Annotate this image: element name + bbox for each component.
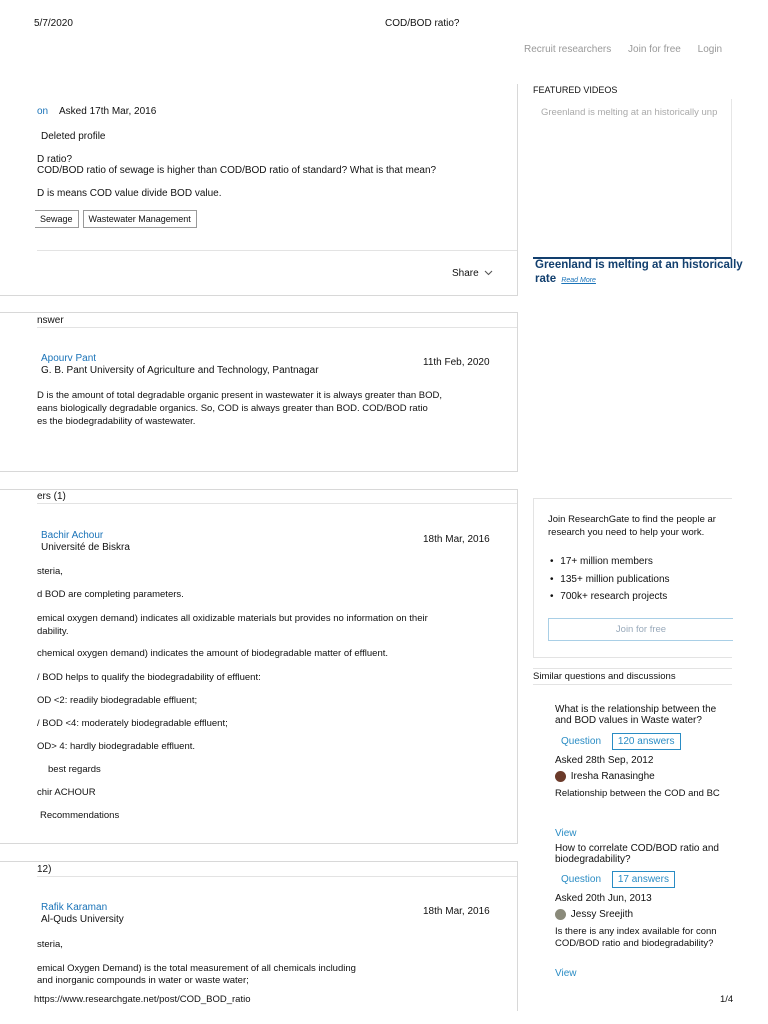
similar-title-line: and BOD values in Waste water?: [555, 715, 702, 726]
avatar: [555, 771, 566, 782]
section-heading: nswer: [37, 315, 64, 326]
featured-headline[interactable]: Greenland is melting at an historically: [535, 259, 743, 271]
answer-line: D is the amount of total degradable organic present in wastewater it is always greater than BOD,: [37, 390, 443, 401]
answers-card: [0, 489, 518, 844]
answers-count-badge[interactable]: 120 answers: [612, 733, 681, 750]
answer-author-name[interactable]: Bachir Achour: [41, 530, 104, 541]
similar-author-name: Jessy Sreejith: [570, 909, 634, 921]
answer-line: emical oxygen demand) indicates all oxidizable materials but provides no information on their: [37, 613, 428, 624]
similar-question-title[interactable]: [555, 843, 719, 865]
answers-count-badge[interactable]: 17 answers: [612, 871, 675, 888]
video-caption: Greenland is melting at an historically unp: [541, 107, 718, 118]
similar-asked-date: Asked 20th Jun, 2013: [555, 893, 652, 904]
bullet-item: • 17+ million members: [550, 556, 653, 567]
section-heading: ers (1): [37, 491, 66, 502]
answer-date: 18th Mar, 2016: [423, 534, 490, 545]
join-text: Join ResearchGate to find the people ar: [548, 514, 716, 525]
featured-headline-cont[interactable]: [535, 273, 596, 285]
popular-answer-card: [0, 312, 518, 472]
top-nav: [524, 44, 722, 55]
question-card: [0, 84, 518, 296]
answer-line: best regards: [48, 764, 101, 775]
similar-title-line: How to correlate COD/BOD ratio and: [555, 843, 719, 854]
similar-snippet: Relationship between the COD and BC: [555, 788, 720, 799]
share-button[interactable]: [452, 268, 493, 279]
answer-date: 18th Mar, 2016: [423, 906, 490, 917]
similar-question-title[interactable]: [555, 704, 716, 726]
similar-snippet: COD/BOD ratio and biodegradability?: [555, 938, 714, 949]
question-type-label: Question: [561, 736, 602, 747]
answer-line: es the biodegradability of wastewater.: [37, 416, 196, 427]
print-page-number: 1/4: [720, 994, 734, 1005]
login-link[interactable]: Login: [697, 44, 723, 55]
similar-title-line: biodegradability?: [555, 854, 631, 865]
print-date: 5/7/2020: [34, 18, 73, 29]
answer-line: steria,: [37, 566, 63, 577]
question-body-line: D is means COD value divide BOD value.: [37, 188, 222, 199]
answer-line: OD> 4: hardly biodegradable effluent.: [37, 741, 196, 752]
question-body-line: COD/BOD ratio of sewage is higher than COD/BOD ratio of standard? What is that mean?: [37, 165, 437, 176]
answer-line: / BOD <4: moderately biodegradable effluent;: [37, 718, 228, 729]
answer-line: emical Oxygen Demand) is the total measurement of all chemicals including: [37, 963, 356, 974]
tag-sewage[interactable]: Sewage: [35, 210, 79, 228]
question-title: D ratio?: [37, 154, 73, 165]
similar-author[interactable]: [555, 771, 655, 782]
view-link[interactable]: View: [555, 968, 577, 979]
answer-line: OD <2: readily biodegradable effluent;: [37, 695, 198, 706]
bullet-label: 17+ million members: [560, 556, 653, 567]
answer-author-affiliation: Université de Biskra: [41, 542, 130, 553]
answer-line: dability.: [37, 626, 69, 637]
join-for-free-link[interactable]: Join for free: [628, 44, 681, 55]
tag-wastewater-management[interactable]: Wastewater Management: [83, 210, 197, 228]
answer-line: and inorganic compounds in water or waste water;: [37, 975, 249, 986]
similar-meta: [555, 871, 675, 888]
share-label: Share: [452, 268, 479, 279]
answer-line: / BOD helps to qualify the biodegradability of effluent:: [37, 672, 261, 683]
answer-author-name[interactable]: Rafik Karaman: [41, 902, 108, 913]
similar-snippet: Is there is any index available for conn: [555, 926, 717, 937]
answer-line: eans biologically degradable organics. So, COD is always greater than BOD. COD/BOD ratio: [37, 403, 428, 414]
avatar: [555, 909, 566, 920]
recommendations-link[interactable]: Recommendations: [40, 810, 120, 821]
bullet-label: 135+ million publications: [560, 574, 670, 585]
answer-author-affiliation: Al-Quds University: [41, 914, 124, 925]
divider: [37, 327, 517, 328]
answer-author-affiliation: G. B. Pant University of Agriculture and Technology, Pantnagar: [41, 365, 319, 376]
featured-headline-word: rate: [535, 273, 557, 285]
bullet-item: • 135+ million publications: [550, 574, 670, 585]
chevron-down-icon: [484, 270, 493, 276]
join-text: research you need to help your work.: [548, 527, 705, 538]
similar-meta: [555, 733, 681, 750]
similar-asked-date: Asked 28th Sep, 2012: [555, 755, 654, 766]
question-type-label: Question: [561, 874, 602, 885]
divider: [533, 684, 732, 685]
answer-line: steria,: [37, 939, 63, 950]
print-title: COD/BOD ratio?: [385, 18, 460, 29]
answer-author-name[interactable]: Apourv Pant: [41, 353, 97, 364]
answer-date: 11th Feb, 2020: [423, 357, 490, 368]
divider: [37, 503, 517, 504]
bullet-label: 700k+ research projects: [560, 591, 668, 602]
featured-videos-heading: FEATURED VIDEOS: [533, 85, 618, 95]
similar-author-name: Iresha Ranasinghe: [570, 771, 655, 783]
divider: [533, 668, 732, 669]
join-box: [533, 498, 732, 658]
print-url: https://www.researchgate.net/post/COD_BOD_ratio: [34, 994, 251, 1005]
answer-line: chemical oxygen demand) indicates the amount of biodegradable matter of effluent.: [37, 648, 389, 659]
question-asked-date: Asked 17th Mar, 2016: [59, 106, 157, 117]
similar-title-line: What is the relationship between the: [555, 704, 717, 715]
divider: [37, 250, 517, 251]
view-link[interactable]: View: [555, 828, 577, 839]
divider: [37, 876, 517, 877]
similar-heading: Similar questions and discussions: [533, 671, 676, 682]
answer-line: d BOD are completing parameters.: [37, 589, 184, 600]
bullet-item: • 700k+ research projects: [550, 591, 668, 602]
recruit-researchers-link[interactable]: Recruit researchers: [524, 44, 612, 55]
read-more-link[interactable]: Read More: [561, 277, 596, 284]
deleted-profile: Deleted profile: [41, 131, 106, 142]
answer-line: chir ACHOUR: [37, 787, 96, 798]
join-for-free-button[interactable]: Join for free: [548, 618, 733, 641]
similar-author[interactable]: [555, 909, 633, 920]
section-heading: 12): [37, 864, 52, 875]
question-author[interactable]: on: [37, 106, 49, 117]
featured-video-player[interactable]: [533, 99, 732, 259]
answers-card-2: [0, 861, 518, 1011]
question-tags: [35, 210, 201, 228]
